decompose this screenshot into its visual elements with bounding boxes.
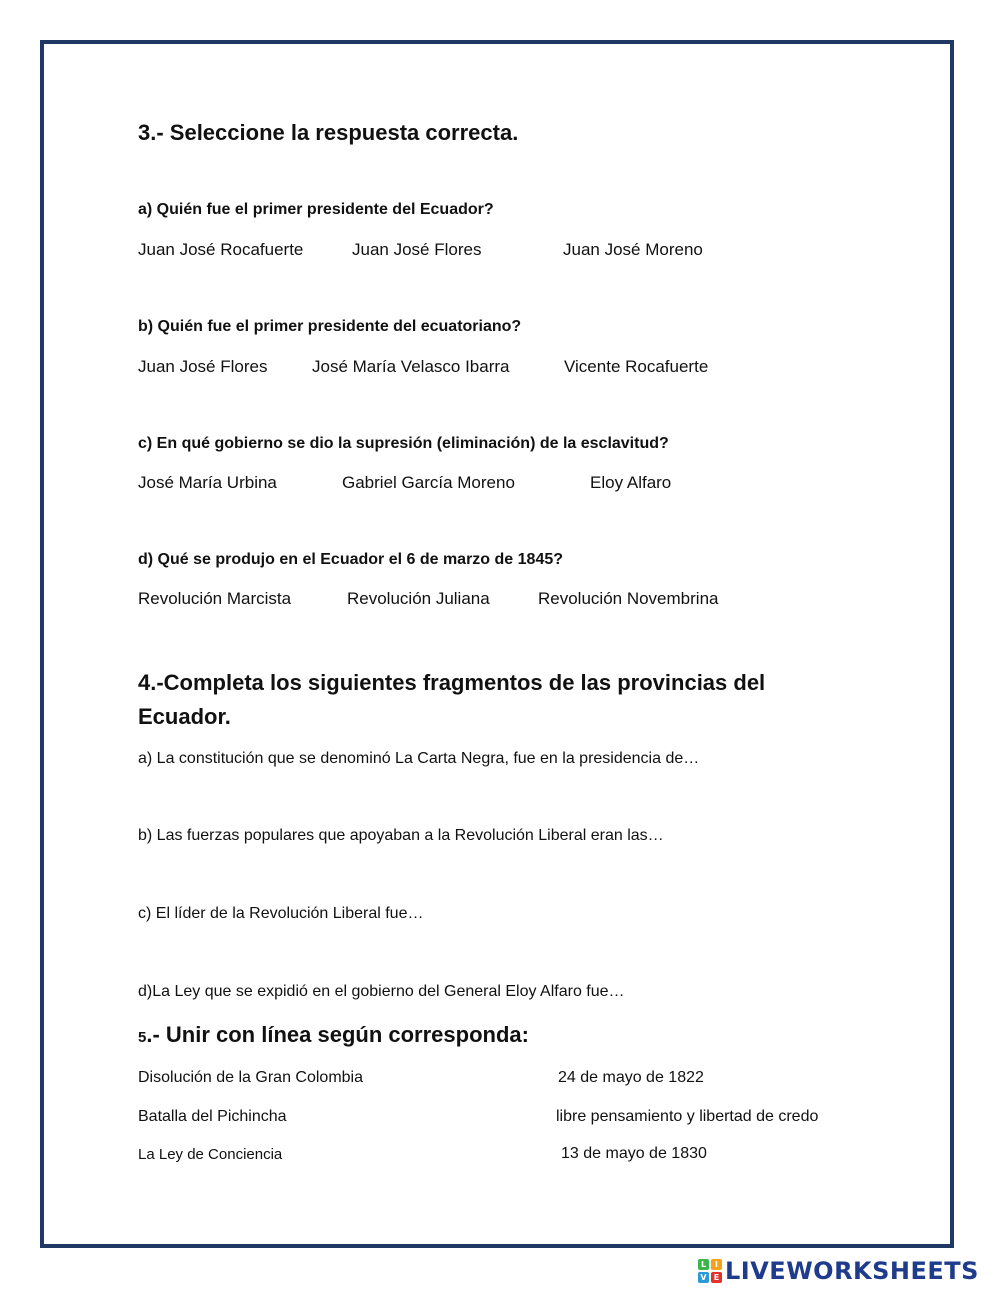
section4-heading-line1: 4.-Completa los siguientes fragmentos de las provincias del: [138, 670, 766, 695]
option-b2[interactable]: José María Velasco Ibarra: [312, 357, 510, 376]
section4-heading-line2: Ecuador.: [138, 704, 231, 729]
option-d3[interactable]: Revolución Novembrina: [538, 589, 719, 608]
option-a2[interactable]: Juan José Flores: [352, 240, 482, 259]
liveworksheets-logo: [698, 1254, 979, 1288]
logo-letter-l: L: [698, 1259, 709, 1270]
match-left-1[interactable]: Disolución de la Gran Colombia: [138, 1069, 363, 1086]
question-c: c) En qué gobierno se dio la supresión (eliminación) de la esclavitud?: [138, 435, 669, 452]
section3-heading: 3.- Seleccione la respuesta correcta.: [138, 120, 519, 145]
match-left-2[interactable]: Batalla del Pichincha: [138, 1108, 287, 1125]
fragment-b: b) Las fuerzas populares que apoyaban a la Revolución Liberal eran las…: [138, 827, 664, 844]
page-frame: [40, 40, 954, 1248]
question-a: a) Quién fue el primer presidente del Ecuador?: [138, 201, 494, 218]
option-c3[interactable]: Eloy Alfaro: [590, 473, 672, 492]
option-a3[interactable]: Juan José Moreno: [563, 240, 703, 259]
liveworksheets-logo-text: LIVEWORKSHEETS: [725, 1257, 979, 1285]
option-b1[interactable]: Juan José Flores: [138, 357, 268, 376]
option-d2[interactable]: Revolución Juliana: [347, 589, 490, 608]
logo-letter-i: I: [711, 1259, 722, 1270]
section5-heading-text: .- Unir con línea según corresponda:: [146, 1022, 529, 1047]
match-left-3[interactable]: La Ley de Conciencia: [138, 1146, 283, 1163]
question-d: d) Qué se produjo en el Ecuador el 6 de marzo de 1845?: [138, 551, 564, 568]
match-right-2[interactable]: libre pensamiento y libertad de credo: [556, 1108, 819, 1125]
match-right-1[interactable]: 24 de mayo de 1822: [558, 1069, 704, 1086]
option-b3[interactable]: Vicente Rocafuerte: [564, 357, 709, 376]
option-d1[interactable]: Revolución Marcista: [138, 589, 292, 608]
option-a1[interactable]: Juan José Rocafuerte: [138, 240, 304, 259]
option-c1[interactable]: José María Urbina: [138, 473, 277, 492]
option-c2[interactable]: Gabriel García Moreno: [342, 473, 515, 492]
section5-number: 5: [138, 1029, 147, 1046]
question-b: b) Quién fue el primer presidente del ecuatoriano?: [138, 318, 522, 335]
logo-letter-v: V: [698, 1272, 709, 1283]
fragment-a: a) La constitución que se denominó La Carta Negra, fue en la presidencia de…: [138, 750, 700, 767]
logo-letter-e: E: [711, 1272, 722, 1283]
fragment-d: d)La Ley que se expidió en el gobierno del General Eloy Alfaro fue…: [138, 983, 625, 1000]
match-right-3[interactable]: 13 de mayo de 1830: [561, 1145, 707, 1162]
fragment-c: c) El líder de la Revolución Liberal fue…: [138, 905, 424, 922]
liveworksheets-logo-icon: [698, 1259, 722, 1283]
section5-heading: [138, 1022, 529, 1048]
